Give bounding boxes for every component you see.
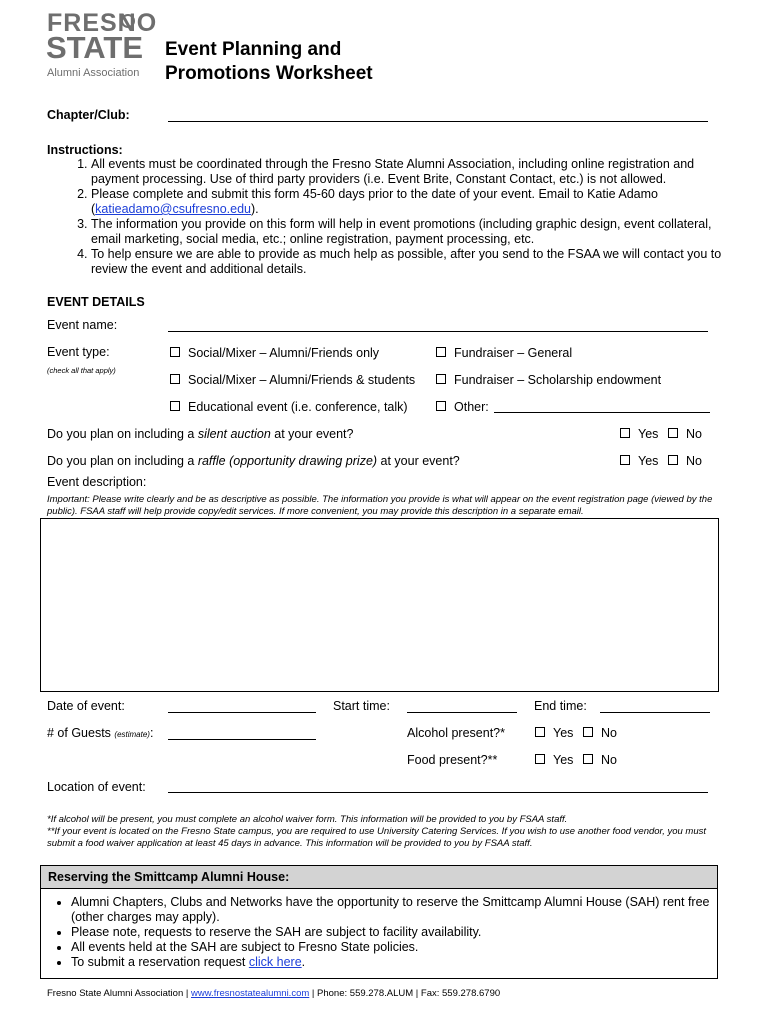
food-label: Food present?**: [407, 753, 498, 767]
description-label: Event description:: [47, 475, 147, 489]
house-heading-bar: [40, 865, 718, 889]
event-details-heading: EVENT DETAILS: [47, 295, 145, 309]
instruction-1: 1. All events must be coordinated through the Fresno State Alumni Association, including online registration and payment processing. Use of third party providers (i.e. Event Brite, Constant Contact, etc.) is not allowed.: [91, 157, 727, 187]
logo-state: STATE: [46, 30, 144, 65]
type-option-fundraiser-scholarship[interactable]: Fundraiser – Scholarship endowment: [436, 373, 661, 387]
event-type-label: Event type:: [47, 345, 110, 359]
website-link[interactable]: www.fresnostatealumni.com: [191, 988, 310, 999]
house-heading: Reserving the Smittcamp Alumni House:: [48, 870, 290, 884]
auction-question: Do you plan on including a silent auction at your event?: [47, 427, 354, 441]
house-bullet-3: • All events held at the SAH are subject to Fresno State policies.: [71, 940, 717, 955]
type-option-other[interactable]: Other:: [436, 400, 489, 414]
guests-label: # of Guests (estimate):: [47, 726, 154, 740]
email-link[interactable]: katieadamo@csufresno.edu: [95, 202, 252, 216]
chapter-field[interactable]: [168, 121, 708, 122]
alcohol-yes[interactable]: Yes: [535, 726, 573, 740]
checkbox[interactable]: [436, 347, 446, 357]
start-time-label: Start time:: [333, 699, 390, 713]
guests-field[interactable]: [168, 739, 316, 740]
checkbox[interactable]: [170, 374, 180, 384]
other-field[interactable]: [494, 412, 710, 413]
raffle-yes[interactable]: Yes: [620, 454, 658, 468]
logo-association: Alumni Association: [47, 67, 140, 79]
footer: Fresno State Alumni Association | www.fresnostatealumni.com | Phone: 559.278.ALUM | Fax: 559.278.6790: [47, 988, 501, 999]
food-yes[interactable]: Yes: [535, 753, 573, 767]
raffle-question: Do you plan on including a raffle (opportunity drawing prize) at your event?: [47, 454, 460, 468]
description-textarea[interactable]: [40, 518, 719, 692]
auction-no[interactable]: No: [668, 427, 702, 441]
raffle-no[interactable]: No: [668, 454, 702, 468]
logo-fresno: FRESNO: [47, 9, 158, 37]
alcohol-no[interactable]: No: [583, 726, 617, 740]
instruction-3: 3. The information you provide on this form will help in event promotions (including graphic design, event collateral, email marketing, social media, etc.; online registration, payment processing, etc.: [91, 217, 727, 247]
alcohol-label: Alcohol present?*: [407, 726, 505, 740]
checkbox[interactable]: [170, 347, 180, 357]
checkbox[interactable]: [583, 727, 593, 737]
house-bullet-2: • Please note, requests to reserve the SAH are subject to facility availability.: [71, 925, 717, 940]
event-name-label: Event name:: [47, 318, 118, 332]
checkbox[interactable]: [535, 727, 545, 737]
instructions-list: [47, 157, 727, 277]
type-option-fundraiser-general[interactable]: Fundraiser – General: [436, 346, 572, 360]
checkbox[interactable]: [436, 401, 446, 411]
house-bullet-4: • To submit a reservation request click here.: [71, 955, 717, 970]
date-label: Date of event:: [47, 699, 125, 713]
checkbox[interactable]: [170, 401, 180, 411]
description-note: Important: Please write clearly and be as descriptive as possible. The information you provide is what will appear on the event registration page (viewed by the public). FSAA staff will help provide copy/edit services. If more convenient, you may provide this description in a separate email.: [47, 494, 713, 517]
checkbox[interactable]: [535, 754, 545, 764]
end-time-field[interactable]: [600, 712, 710, 713]
check-all-note: (check all that apply): [47, 366, 116, 375]
type-option-educational[interactable]: Educational event (i.e. conference, talk): [170, 400, 408, 414]
food-note: **If your event is located on the Fresno State campus, you are required to use University Catering Services. If you wish to use another food vendor, you must submit a food waiver application at least 45 days in advance. This information will be provided to you by FSAA staff.: [47, 826, 707, 849]
checkbox[interactable]: [583, 754, 593, 764]
house-bullet-1: • Alumni Chapters, Clubs and Networks have the opportunity to reserve the Smittcamp Alumni House (SAH) rent free (other charges may apply).: [71, 895, 717, 925]
event-name-field[interactable]: [168, 331, 708, 332]
instructions-heading: Instructions:: [47, 143, 123, 157]
chapter-label: Chapter/Club:: [47, 108, 130, 122]
type-option-social-students[interactable]: Social/Mixer – Alumni/Friends & students: [170, 373, 415, 387]
alcohol-note: *If alcohol will be present, you must complete an alcohol waiver form. This information will be provided to you by FSAA staff.: [47, 814, 568, 825]
logo-seal-icon: [121, 14, 135, 28]
auction-yes[interactable]: Yes: [620, 427, 658, 441]
food-no[interactable]: No: [583, 753, 617, 767]
house-info-box: [40, 889, 718, 979]
location-label: Location of event:: [47, 780, 146, 794]
page-title: Event Planning and Promotions Worksheet: [165, 39, 373, 84]
checkbox[interactable]: [620, 455, 630, 465]
checkbox[interactable]: [620, 428, 630, 438]
date-field[interactable]: [168, 712, 316, 713]
instruction-2: 2. Please complete and submit this form 45-60 days prior to the date of your event. Email to Katie Adamo (katieadamo@csufresno.edu).: [91, 187, 727, 217]
start-time-field[interactable]: [407, 712, 517, 713]
checkbox[interactable]: [668, 455, 678, 465]
reservation-link[interactable]: click here: [248, 955, 302, 969]
checkbox[interactable]: [436, 374, 446, 384]
location-field[interactable]: [168, 792, 708, 793]
instruction-4: 4. To help ensure we are able to provide as much help as possible, after you send to the FSAA we will contact you to review the event and additional details.: [91, 247, 727, 277]
end-time-label: End time:: [534, 699, 587, 713]
checkbox[interactable]: [668, 428, 678, 438]
type-option-social-alumni[interactable]: Social/Mixer – Alumni/Friends only: [170, 346, 379, 360]
